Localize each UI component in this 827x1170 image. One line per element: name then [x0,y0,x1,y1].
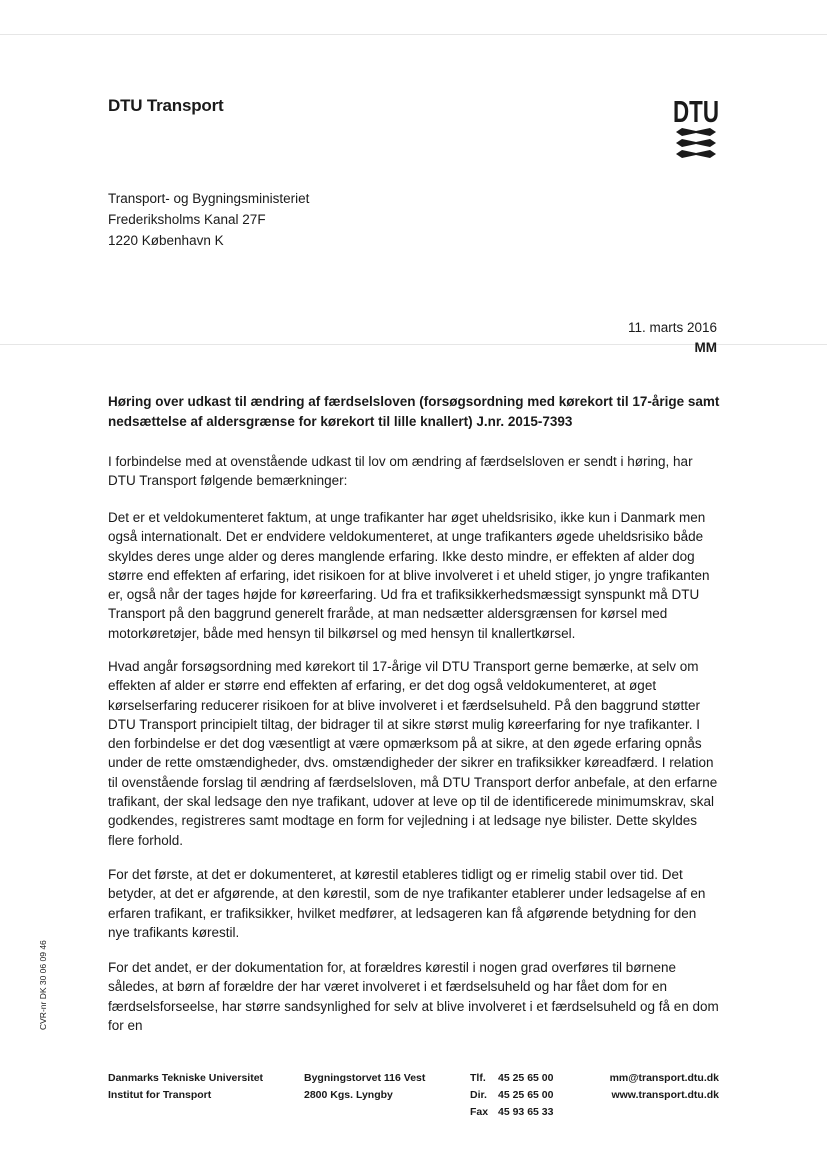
phone-label: Tlf. [470,1072,486,1084]
dtu-logo [672,92,720,160]
footer-phone-row [470,1070,553,1087]
footer-institute: Institut for Transport [108,1089,212,1101]
phone-label: Dir. [470,1089,487,1101]
footer-street: Bygningstorvet 116 Vest [304,1072,426,1084]
date-block [628,318,717,358]
footer-address [304,1070,425,1104]
body-paragraph-3: Hvad angår forsøgsordning med kørekort til 17-årige vil DTU Transport gerne bemærke, at selv om effekten af alder er større end effekten af erfaring, er det dog også veldokumenteret, at øget kørselserfaring reducerer risikoen for at blive involveret i et færdselsuheld. På den baggrund støtter DTU Transport principielt tiltag, der bidrager til at sikre størst mulig køreerfaring for nye trafikanter. I den forbindelse er det dog væsentligt at være opmærksom på at sikre, at den øgede erfaring opnås under de rette omstændigheder, dvs. omstændigheder der sikrer en trafiksikker køreadfærd. I relation til ovenstående forslag til ændring af færdselsloven, må DTU Transport derfor anbefale, at den erfarne trafikant, der skal ledsage den nye trafikant, udover at leve op til de identificerede minimumskrav, skal godkendes, registreres samt modtage en form for vejledning i at ledsage nye bilister. Dette skyldes flere forhold. [108,659,718,848]
footer-phone-row [470,1104,553,1121]
letter-date: 11. marts 2016 [627,320,717,335]
footer-email[interactable]: mm@transport.dtu.dk [609,1072,719,1084]
recipient-name: Transport- og Bygningsministeriet [108,191,310,206]
phone-label: Fax [470,1106,489,1118]
footer-institution [108,1070,263,1104]
footer-phone-list [470,1070,553,1121]
body-paragraph-4: For det første, at det er dokumenteret, at kørestil etableres tidligt og er rimelig stabil over tid. Det betyder, at det er afgørende, at den kørestil, som de nye trafikanter etablerer under ledsagelse af en erfaren trafikant, er trafiksikker, hvilket medfører, at ledsageren kan få afgørende betydning for den nye trafikants kørestil. [108,867,706,940]
phone-number: 45 25 65 00 [498,1089,554,1101]
scan-artifact-line [0,34,827,35]
recipient-city: 1220 København K [108,233,224,248]
recipient-street: Frederiksholms Kanal 27F [108,212,266,227]
body-paragraph-5: For det andet, er der dokumentation for, at forældres kørestil i nogen grad overføres til børnene således, at børn af forældre der har været involveret i et færdselsuheld og har fået dom for en færdselsforseelse, har større sandsynlighed for selv at blive involveret i et færdselsuheld og få en dom for en [108,960,719,1033]
organization-name: DTU Transport [108,96,224,115]
footer-phone-row [470,1087,553,1104]
footer-university: Danmarks Tekniske Universitet [108,1072,264,1084]
phone-number: 45 93 65 33 [498,1106,554,1118]
footer-city: 2800 Kgs. Lyngby [304,1089,393,1101]
author-initials: MM [694,340,717,355]
body-paragraph-2: Det er et veldokumenteret faktum, at unge trafikanter har øget uheldsrisiko, ikke kun i Danmark men også internationalt. Det er endvidere veldokumenteret, at unge trafikanters øgede uheldsrisiko både skyldes deres unge alder og deres manglende erfaring. Ikke desto mindre, er effekten af alder dog større end effekten af erfaring, idet risikoen for at blive involveret i et uheld stiger, jo yngre trafikanten er, også når der tages højde for køreerfaring. Ud fra et trafiksikkerhedsmæssigt synspunkt må DTU Transport på den baggrund generelt fraråde, at man nedsætter aldersgrænsen for kørsel med motorkøretøjer, både med hensyn til bilkørsel og med hensyn til knallertkørsel. [108,510,710,641]
recipient-address [108,188,309,251]
cvr-number: CVR-nr DK 30 06 09 46 [38,940,48,1030]
letter-subject: Høring over udkast til ændring af færdselsloven (forsøgsordning med kørekort til 17-årige samt nedsættelse af aldersgrænse for kørekort til lille knallert) J.nr. 2015-7393 [108,394,720,429]
body-paragraph-1: I forbindelse med at ovenstående udkast til lov om ændring af færdselsloven er sendt i høring, har DTU Transport følgende bemærkninger: [108,454,693,489]
dtu-logo-text: DTU [673,94,719,129]
footer-contact [610,1070,719,1104]
footer-website[interactable]: www.transport.dtu.dk [611,1089,719,1101]
phone-number: 45 25 65 00 [498,1072,554,1084]
